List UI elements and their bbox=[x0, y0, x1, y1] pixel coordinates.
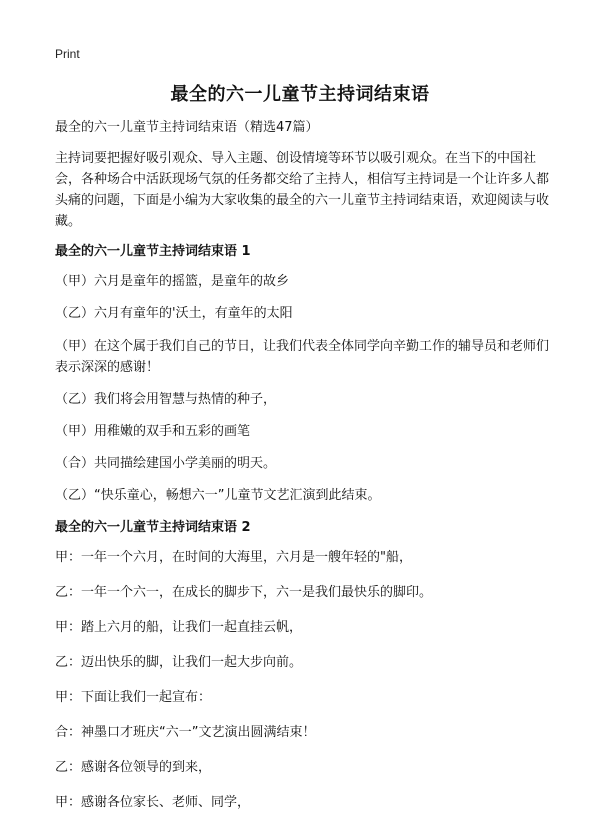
dialogue-line: 甲：一年一个六月，在时间的大海里，六月是一艘年轻的"船， bbox=[55, 550, 412, 565]
document-subtitle: 最全的六一儿童节主持词结束语（精选47篇） bbox=[55, 120, 319, 135]
dialogue-line: 乙：感谢各位领导的到来， bbox=[55, 760, 212, 775]
dialogue-line: 乙：迈出快乐的脚，让我们一起大步向前。 bbox=[55, 655, 303, 670]
intro-paragraph: 主持词要把握好吸引观众、导入主题、创设情境等环节以吸引观众。在当下的中国社会，各种场合中活跃现场气氛的任务都交给了主持人，相信写主持词是一个让许多人都头痛的问题，下面是小编为大家收集的最全的六一儿童节主持词结束语，欢迎阅读与收藏。 bbox=[55, 151, 550, 229]
section-2 bbox=[55, 518, 555, 813]
print-label: Print bbox=[55, 47, 80, 61]
dialogue-line: （乙）六月有童年的'沃土，有童年的太阳 bbox=[55, 306, 293, 321]
dialogue-line: （乙）我们将会用智慧与热情的种子， bbox=[55, 392, 277, 407]
dialogue-line: （甲）六月是童年的摇篮，是童年的故乡 bbox=[55, 274, 290, 289]
dialogue-line: （乙）“快乐童心，畅想六一”儿童节文艺汇演到此结束。 bbox=[55, 488, 381, 503]
section-heading: 最全的六一儿童节主持词结束语 2 bbox=[55, 520, 251, 535]
dialogue-line: （甲）用稚嫩的双手和五彩的画笔 bbox=[55, 424, 251, 439]
document-body bbox=[55, 118, 555, 828]
section-1 bbox=[55, 242, 555, 506]
section-heading: 最全的六一儿童节主持词结束语 1 bbox=[55, 244, 251, 259]
dialogue-line: （甲）在这个属于我们自己的节日，让我们代表全体同学向辛勤工作的辅导员和老师们表示深深的感谢！ bbox=[55, 339, 550, 375]
dialogue-line: 甲：踏上六月的船，让我们一起直挂云帆， bbox=[55, 620, 303, 635]
dialogue-line: 合：神墨口才班庆“六一”文艺演出圆满结束！ bbox=[55, 725, 316, 740]
dialogue-line: 乙：一年一个六一，在成长的脚步下，六一是我们最快乐的脚印。 bbox=[55, 585, 433, 600]
dialogue-line: 甲：下面让我们一起宣布： bbox=[55, 690, 212, 705]
dialogue-line: （合）共同描绘建国小学美丽的明天。 bbox=[55, 456, 277, 471]
document-title: 最全的六一儿童节主持词结束语 bbox=[170, 84, 430, 105]
dialogue-line: 甲：感谢各位家长、老师、同学， bbox=[55, 795, 251, 810]
